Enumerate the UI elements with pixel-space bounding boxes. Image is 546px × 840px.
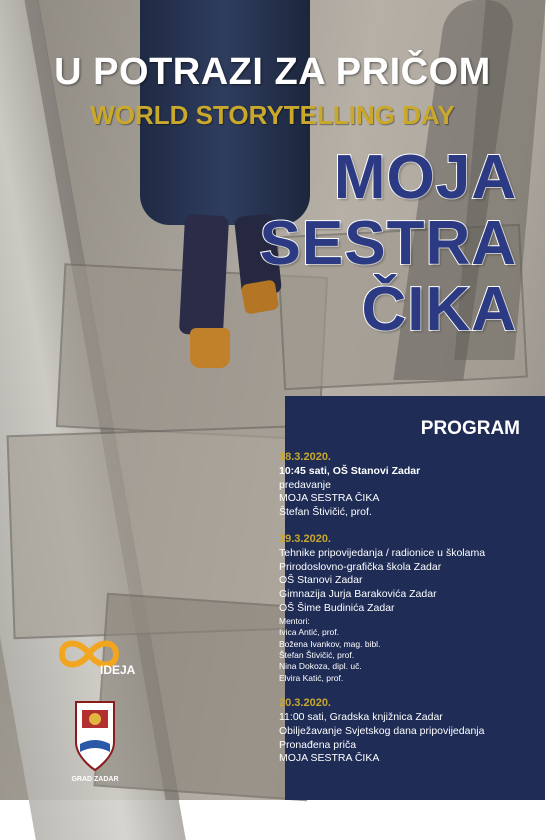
event-line: 10:45 sati, OŠ Stanovi Zadar xyxy=(279,464,421,477)
book-title-line: MOJA xyxy=(333,143,517,212)
poster-title: U POTRAZI ZA PRIČOM xyxy=(54,51,491,93)
child-boot xyxy=(190,328,230,368)
coat-of-arms-icon xyxy=(70,698,120,774)
ideja-logo xyxy=(52,630,136,678)
event-line: Gimnazija Jurja Barakovića Zadar xyxy=(279,588,437,601)
mentors-label: Mentori: xyxy=(279,615,310,626)
book-title-line: SESTRA xyxy=(259,209,517,278)
program-content xyxy=(279,451,541,766)
mentor-item: Božena Ivankov, mag. bibl. xyxy=(279,638,381,649)
book-title-line: ČIKA xyxy=(361,275,517,344)
grad-zadar-logo xyxy=(70,698,120,788)
event-date: 20.3.2020. xyxy=(279,697,331,710)
poster-subtitle: WORLD STORYTELLING DAY xyxy=(90,100,455,130)
event-date: 18.3.2020. xyxy=(279,451,331,463)
event-line: Obilježavanje Svjetskog dana pripovijedanja xyxy=(279,724,485,737)
mentor-item: Ivica Antić, prof. xyxy=(279,627,339,638)
ideja-logo-text: IDEJA xyxy=(100,663,136,677)
event-date: 19.3.2020. xyxy=(279,532,331,545)
event-line: MOJA SESTRA ČIKA xyxy=(279,492,380,505)
mentor-item: Štefan Štivičić, prof. xyxy=(279,649,355,660)
event-line: MOJA SESTRA ČIKA xyxy=(279,752,380,765)
grad-zadar-text: GRAD ZADAR xyxy=(71,776,119,783)
program-heading: PROGRAM xyxy=(420,418,520,439)
event-line: Pronađena priča xyxy=(279,738,357,751)
mentor-item: Elvira Katić, prof. xyxy=(279,672,344,683)
event-line: Štefan Štivičić, prof. xyxy=(279,506,372,519)
event-line: predavanje xyxy=(279,478,331,491)
event-line: OŠ Stanovi Zadar xyxy=(279,574,363,587)
mentor-item: Nina Dokoza, dipl. uč. xyxy=(279,661,362,672)
book-title xyxy=(260,145,517,343)
event-line: Tehnike pripovijedanja / radionice u školama xyxy=(279,546,486,559)
event-line: 11:00 sati, Gradska knjižnica Zadar xyxy=(279,711,443,723)
event-line: Prirodoslovno-grafička škola Zadar xyxy=(279,560,442,573)
child-leg xyxy=(179,214,229,336)
event-line: OŠ Šime Budinića Zadar xyxy=(279,601,395,614)
program-panel xyxy=(279,396,545,800)
